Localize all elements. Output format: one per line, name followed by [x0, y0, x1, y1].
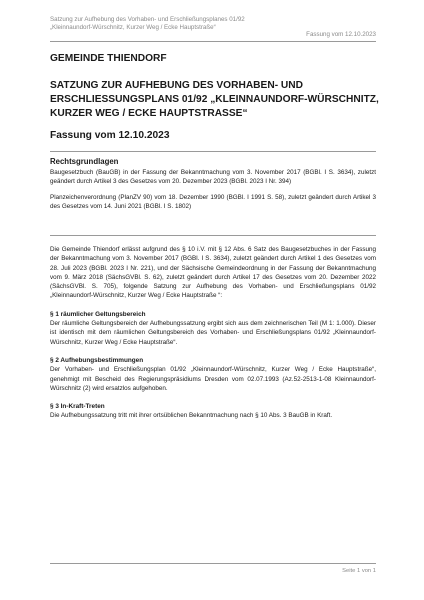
- divider-middle: [50, 235, 376, 236]
- section-heading: § 3 In-Kraft-Treten: [50, 403, 105, 411]
- header-rule: [50, 41, 376, 42]
- legal-basis-heading: Rechtsgrundlagen: [50, 157, 119, 166]
- section-text: Die Aufhebungssatzung tritt mit ihrer ortsüblichen Bekanntmachung nach § 10 Abs. 3 BauGB in Kraft.: [50, 412, 333, 420]
- municipality-name: GEMEINDE THIENDORF: [50, 53, 167, 64]
- section-heading: § 1 räumlicher Geltungsbereich: [50, 310, 146, 318]
- section-text: Der räumliche Geltungsbereich der Aufhebungssatzung ergibt sich aus dem zeichnerischen Teil (M 1: 1.000). Dieser ist identisch mit dem räumlichen Geltungsbereich des Vorhaben- und Erschließungsplans 01/92 „Kleinnaundorf-Würschnitz, Kurzer Weg / Ecke Hauptstraße“.: [50, 320, 376, 346]
- running-header-date: Fassung vom 12.10.2023: [306, 31, 376, 38]
- running-header-line2: „Kleinnaundorf-Würschnitz, Kurzer Weg / Ecke Hauptstraße“: [50, 24, 216, 31]
- section-3: [50, 402, 376, 421]
- section-2: [50, 356, 376, 393]
- running-header: [50, 16, 245, 32]
- footer-rule: [50, 563, 376, 564]
- running-header-line1: Satzung zur Aufhebung des Vorhaben- und Erschließungsplanes 01/92: [50, 16, 245, 23]
- preamble: Die Gemeinde Thiendorf erlässt aufgrund des § 10 i.V. mit § 12 Abs. 6 Satz des Baugesetzbuches in der Fassung der Bekanntmachung vom 3. November 2017 (BGBl. I S. 3634), zuletzt geändert durch Artikel 1 des Gesetzes vom 28. Juli 2023 (BGBl. 2023 I Nr. 221), und der Sächsische Gemeindeordnung in der Fassung der Bekanntmachung vom 9. März 2018 (SächsGVBl. S. 62), zuletzt geändert durch Artikel 17 des Gesetzes vom 20. Dezember 2022 (SächsGVBl. S. 705), folgende Satzung zur Aufhebung des Vorhaben- und Erschließungsplans 01/92 „Kleinnaundorf-Würschnitz, Kurzer Weg / Ecke Hauptstraße “:: [50, 246, 376, 300]
- legal-basis-baugb: Baugesetzbuch (BauGB) in der Fassung der Bekanntmachung vom 3. November 2017 (BGBl. I S. 3634), zuletzt geändert durch Artikel 3 des Gesetzes vom 20. Dezember 2023 (BGBl. 2023 I Nr. 394): [50, 169, 376, 186]
- section-1: [50, 310, 376, 347]
- page-number: Seite 1 von 1: [342, 568, 376, 574]
- divider-top: [50, 151, 376, 152]
- section-text: Der Vorhaben- und Erschließungsplan 01/92 „Kleinnaundorf-Würschnitz, Kurzer Weg / Ecke Hauptstraße“, genehmigt mit Bescheid des Regierungspräsidiums Dresden vom 02.07.1993 (Az.52-2513-1-08 Kleinnaundorf-Würschnitz (2) wird ersatzlos aufgehoben.: [50, 366, 376, 392]
- section-heading: § 2 Aufhebungsbestimmungen: [50, 356, 144, 364]
- legal-basis-block: [50, 157, 376, 211]
- document-title: SATZUNG ZUR AUFHEBUNG DES VORHABEN- UND ERSCHLIESSUNGSPLANS 01/92 „KLEINNAUNDORF-WÜRSCHNITZ, KURZER WEG / ECKE HAUPTSTRASSE“: [50, 80, 379, 119]
- legal-basis-planzv: Planzeichenverordnung (PlanZV 90) vom 18. Dezember 1990 (BGBl. I 1991 S. 58), zuletzt geändert durch Artikel 3 des Gesetzes vom 14. Juni 2021 (BGBl. I S. 1802): [50, 193, 376, 210]
- version-date: Fassung vom 12.10.2023: [50, 130, 170, 141]
- statute-body: [50, 245, 376, 421]
